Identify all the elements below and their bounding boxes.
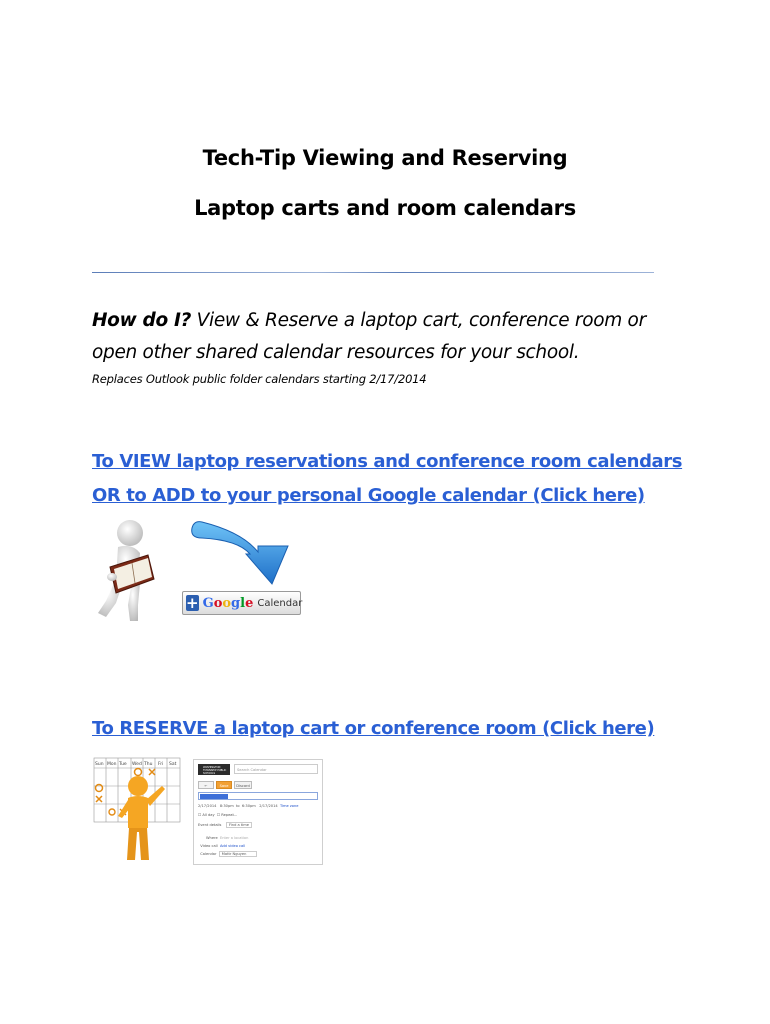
intro-text bbox=[92, 305, 692, 369]
intro-lead: How do I? bbox=[92, 310, 192, 331]
day-tue: Tue bbox=[119, 762, 127, 767]
day-sun: Sun bbox=[95, 762, 104, 767]
arrow-down-icon bbox=[188, 518, 292, 592]
calendar-select-row: Calendar Mattr Nguyen bbox=[198, 852, 257, 856]
details-row: Event details Find a time bbox=[198, 823, 252, 827]
google-logo: Google bbox=[202, 595, 254, 611]
back-button: ← bbox=[198, 781, 214, 789]
calendar-label: Calendar bbox=[257, 597, 303, 609]
where-row: Where Enter a location bbox=[206, 836, 249, 840]
date-time-row: 2/17/2014 8:30pm to 6:30pm 2/17/2014 Time zone bbox=[198, 804, 299, 808]
page-subtitle: Laptop carts and room calendars bbox=[194, 196, 576, 220]
replaces-note: Replaces Outlook public folder calendars starting 2/17/2014 bbox=[92, 372, 427, 386]
school-logo: WASHINGTON TOWNSHIP PUBLIC SCHOOLS bbox=[198, 764, 230, 775]
add-to-google-calendar-link[interactable]: OR to ADD to your personal Google calendar (Click here) bbox=[92, 485, 645, 506]
day-wed: Wed bbox=[132, 762, 142, 767]
search-calendar-input: Search Calendar bbox=[234, 764, 318, 774]
page-title: Tech-Tip Viewing and Reserving bbox=[202, 146, 568, 170]
save-button: Save bbox=[216, 781, 232, 789]
reading-figure-icon bbox=[88, 517, 168, 625]
add-to-google-calendar-button[interactable] bbox=[182, 591, 301, 615]
discard-button: Discard bbox=[234, 781, 252, 789]
day-fri: Fri bbox=[158, 762, 164, 767]
intro-line2: open other shared calendar resources for your school. bbox=[92, 342, 580, 363]
day-sat: Sat bbox=[169, 762, 177, 767]
day-mon: Mon bbox=[107, 762, 117, 767]
day-thu: Thu bbox=[144, 762, 153, 767]
view-calendars-link[interactable]: To VIEW laptop reservations and conference room calendars bbox=[92, 451, 683, 472]
reserve-link[interactable]: To RESERVE a laptop cart or conference room (Click here) bbox=[92, 718, 655, 739]
calendar-figure-icon bbox=[92, 756, 186, 864]
event-title-field bbox=[198, 792, 318, 800]
event-form-screenshot bbox=[193, 759, 323, 865]
video-call-row: Video call Add video call bbox=[200, 844, 246, 848]
intro-line1: View & Reserve a laptop cart, conference room or bbox=[191, 310, 646, 331]
divider bbox=[92, 272, 654, 273]
allday-row: ☐ All day ☐ Repeat... bbox=[198, 813, 238, 817]
plus-icon: + bbox=[186, 594, 199, 612]
